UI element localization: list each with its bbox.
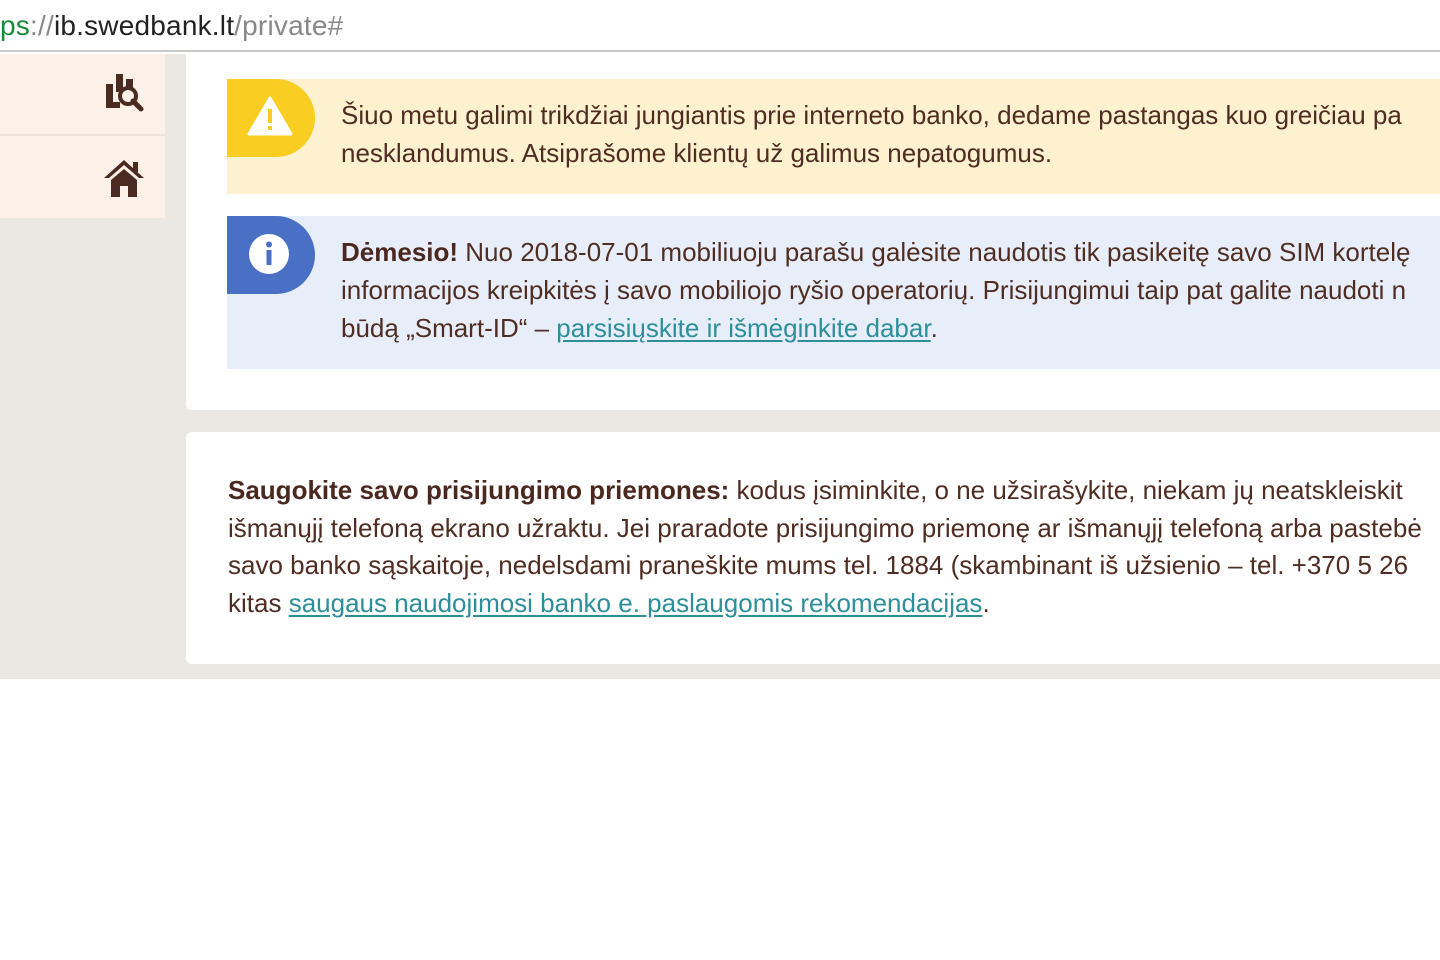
notice-line-4 xyxy=(228,585,1422,623)
warning-alert xyxy=(227,79,1440,194)
security-notice xyxy=(228,472,1422,622)
security-notice-card xyxy=(186,432,1440,664)
warning-line-1: Šiuo metu galimi trikdžiai jungiantis prie interneto banko, dedame pastangas kuo greičiau pa xyxy=(341,100,1402,130)
notice-heading: Saugokite savo prisijungimo priemones: xyxy=(228,475,730,505)
page-content xyxy=(0,54,1440,679)
info-line-3-suffix: . xyxy=(930,313,938,343)
security-recommendations-link[interactable]: saugaus naudojimosi banko e. paslaugomis rekomendacijas xyxy=(288,587,983,618)
info-alert xyxy=(227,216,1440,369)
warning-badge xyxy=(227,79,315,157)
sidebar-item-home[interactable] xyxy=(0,136,165,218)
info-heading: Dėmesio! xyxy=(341,237,459,267)
notice-line-4-suffix: . xyxy=(982,587,990,618)
warning-message xyxy=(341,96,1440,172)
notice-line-4-prefix: kitas xyxy=(228,587,289,618)
info-line-3-prefix: būdą „Smart-ID“ – xyxy=(341,313,557,343)
notice-line-3: savo banko sąskaitoje, nedelsdami praneškite mums tel. 1884 (skambinant iš užsienio – tel. +370 5 26 xyxy=(228,550,1409,580)
sidebar-item-reports[interactable] xyxy=(0,54,165,136)
address-bar[interactable] xyxy=(0,0,1440,52)
report-search-icon xyxy=(102,68,146,112)
url-text[interactable] xyxy=(0,8,343,44)
sidebar xyxy=(0,54,165,218)
home-icon xyxy=(102,156,146,200)
info-line-2: informacijos kreipkitės į savo mobiliojo ryšio operatorių. Prisijungimui taip pat galite naudoti n xyxy=(341,275,1407,305)
url-separator: :// xyxy=(29,10,54,41)
warning-line-2: nesklandumus. Atsiprašome klientų už galimus nepatogumus. xyxy=(341,138,1053,168)
info-line-1 xyxy=(341,233,1440,271)
info-line-3 xyxy=(341,309,1440,347)
url-path: /private# xyxy=(234,10,344,41)
url-scheme: ps xyxy=(0,10,30,41)
info-message xyxy=(341,233,1440,347)
notice-line-2: išmanųjį telefoną ekrano užraktu. Jei praradote prisijungimo priemonę ar išmanųjį telefoną arba pastebė xyxy=(228,512,1422,543)
notice-line-1 xyxy=(228,472,1422,510)
info-badge xyxy=(227,216,315,294)
smart-id-download-link[interactable]: parsisiųskite ir išmėginkite dabar xyxy=(556,313,931,343)
url-host: ib.swedbank.lt xyxy=(53,10,235,41)
alerts-card xyxy=(186,54,1440,410)
warning-icon xyxy=(247,95,293,137)
notice-line-1-text: kodus įsiminkite, o ne užsirašykite, niekam jų neatskleiskit xyxy=(729,475,1403,505)
info-line-1-text: Nuo 2018-07-01 mobiliuoju parašu galėsite naudotis tik pasikeitę savo SIM kortelę xyxy=(458,237,1411,267)
info-icon xyxy=(247,232,291,276)
